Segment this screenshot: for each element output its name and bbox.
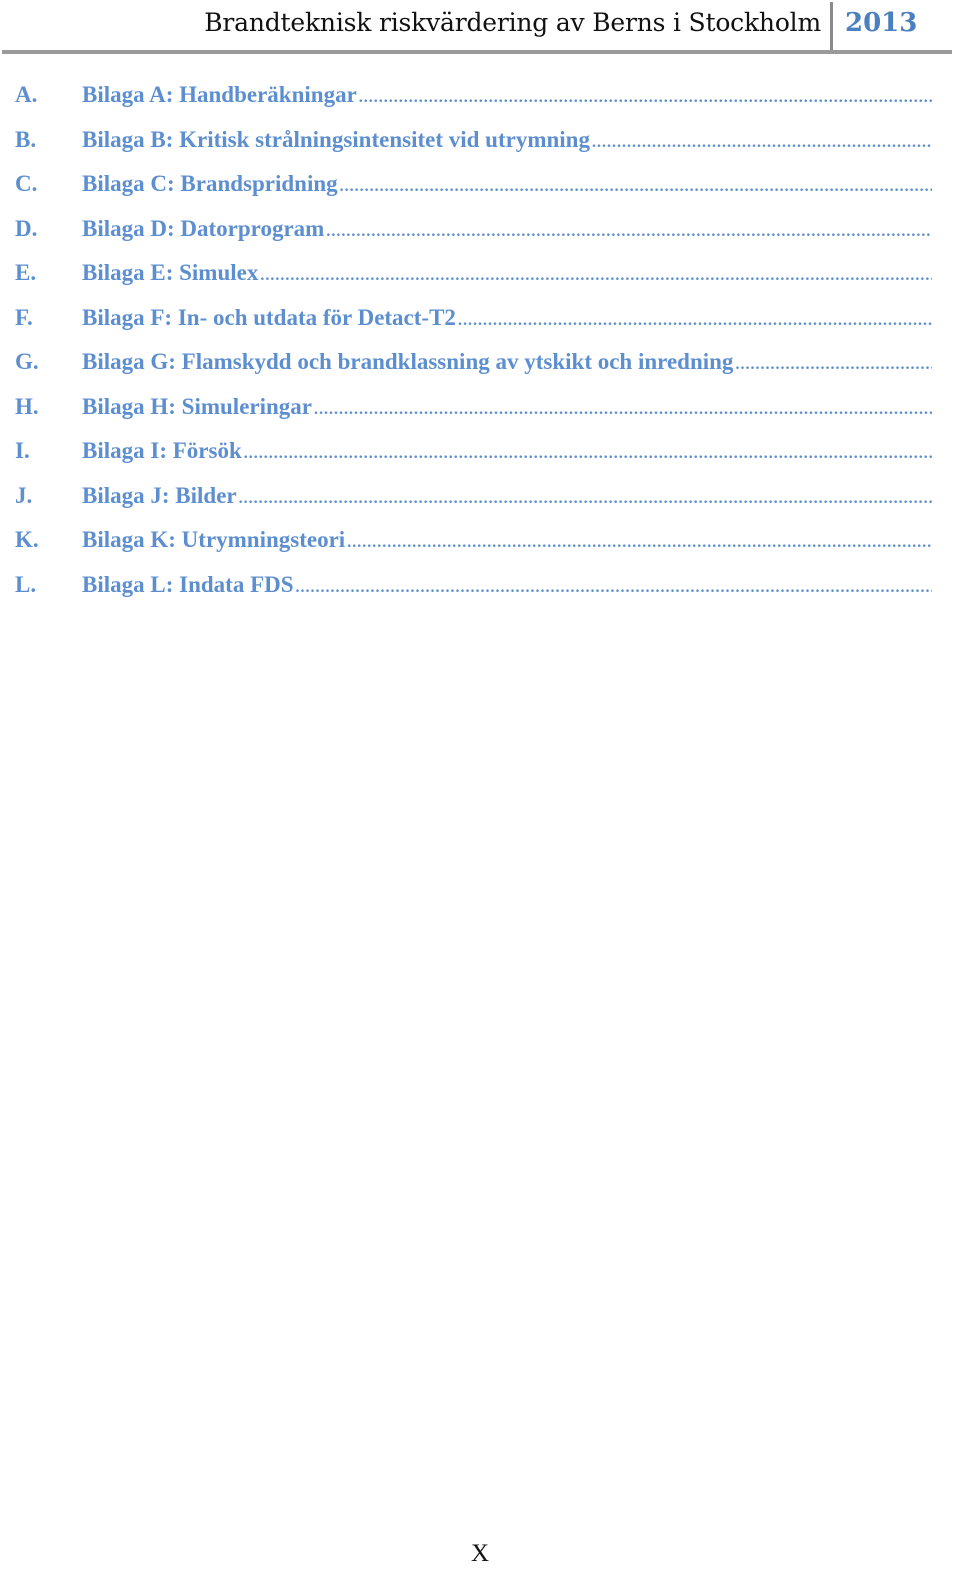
toc-title-line xyxy=(82,171,932,197)
toc-title: Bilaga E: Simulex xyxy=(82,260,259,285)
toc-letter: K. xyxy=(15,527,39,552)
toc-title: Bilaga F: In- och utdata för Detact-T2 xyxy=(82,304,456,330)
toc-entry-j[interactable] xyxy=(0,479,960,524)
toc-entry-h[interactable] xyxy=(0,390,960,435)
toc-letter: J. xyxy=(15,482,33,508)
toc-title-line xyxy=(82,260,932,286)
toc-letter: L. xyxy=(15,571,37,597)
toc-title: Bilaga I: Försök xyxy=(82,438,242,463)
toc-dot-leader xyxy=(347,534,932,552)
toc-letter: A. xyxy=(15,82,38,107)
header-rule xyxy=(2,50,952,54)
toc-entry-l[interactable] xyxy=(0,568,960,613)
toc-dot-leader xyxy=(314,401,932,419)
toc-dot-leader xyxy=(326,223,932,241)
toc-title: Bilaga G: Flamskydd och brandklassning av ytskikt och inredning xyxy=(82,349,734,374)
toc-entry-e[interactable] xyxy=(0,256,960,301)
appendix-table-of-contents xyxy=(0,78,960,612)
toc-title-line xyxy=(82,349,932,375)
toc-title: Bilaga A: Handberäkningar xyxy=(82,82,357,107)
toc-entry-f[interactable] xyxy=(0,301,960,346)
document-title: Brandteknisk riskvärdering av Berns i Stockholm xyxy=(204,8,821,37)
toc-entry-b[interactable] xyxy=(0,123,960,168)
toc-dot-leader xyxy=(359,89,932,107)
document-year: 2013 xyxy=(845,8,918,38)
toc-entry-d[interactable] xyxy=(0,212,960,257)
toc-entry-c[interactable] xyxy=(0,167,960,212)
toc-entry-i[interactable] xyxy=(0,434,960,479)
toc-letter: B. xyxy=(15,126,37,152)
toc-title: Bilaga B: Kritisk strålningsintensitet vid utrymning xyxy=(82,126,590,152)
toc-letter: E. xyxy=(15,260,37,285)
toc-dot-leader xyxy=(296,579,932,597)
toc-entry-g[interactable] xyxy=(0,345,960,390)
toc-dot-leader xyxy=(260,267,932,285)
toc-title-line xyxy=(82,438,932,464)
toc-dot-leader xyxy=(239,490,932,508)
page-header xyxy=(0,0,960,56)
toc-entry-k[interactable] xyxy=(0,523,960,568)
toc-title-line xyxy=(82,127,932,153)
toc-entry-a[interactable] xyxy=(0,78,960,123)
toc-title: Bilaga C: Brandspridning xyxy=(82,171,338,196)
page-number: X xyxy=(470,1540,490,1567)
toc-title-line xyxy=(82,216,932,242)
toc-title-line xyxy=(82,527,932,553)
toc-title-line xyxy=(82,572,932,598)
toc-title: Bilaga K: Utrymningsteori xyxy=(82,527,346,552)
toc-title: Bilaga J: Bilder xyxy=(82,482,237,508)
toc-dot-leader xyxy=(458,312,932,330)
toc-title-line xyxy=(82,82,932,108)
toc-dot-leader xyxy=(340,178,932,196)
toc-letter: F. xyxy=(15,304,33,330)
toc-title-line xyxy=(82,394,932,420)
toc-letter: H. xyxy=(15,393,39,419)
toc-letter: G. xyxy=(15,349,39,374)
toc-title-line xyxy=(82,483,932,509)
toc-title-line xyxy=(82,305,932,331)
toc-dot-leader xyxy=(735,356,932,374)
toc-dot-leader xyxy=(244,445,932,463)
toc-letter: I. xyxy=(15,438,30,463)
toc-dot-leader xyxy=(592,134,932,152)
toc-letter: D. xyxy=(15,215,38,241)
toc-title: Bilaga L: Indata FDS xyxy=(82,571,294,597)
toc-title: Bilaga D: Datorprogram xyxy=(82,215,325,241)
toc-letter: C. xyxy=(15,171,38,196)
header-divider xyxy=(830,2,833,52)
toc-title: Bilaga H: Simuleringar xyxy=(82,393,312,419)
